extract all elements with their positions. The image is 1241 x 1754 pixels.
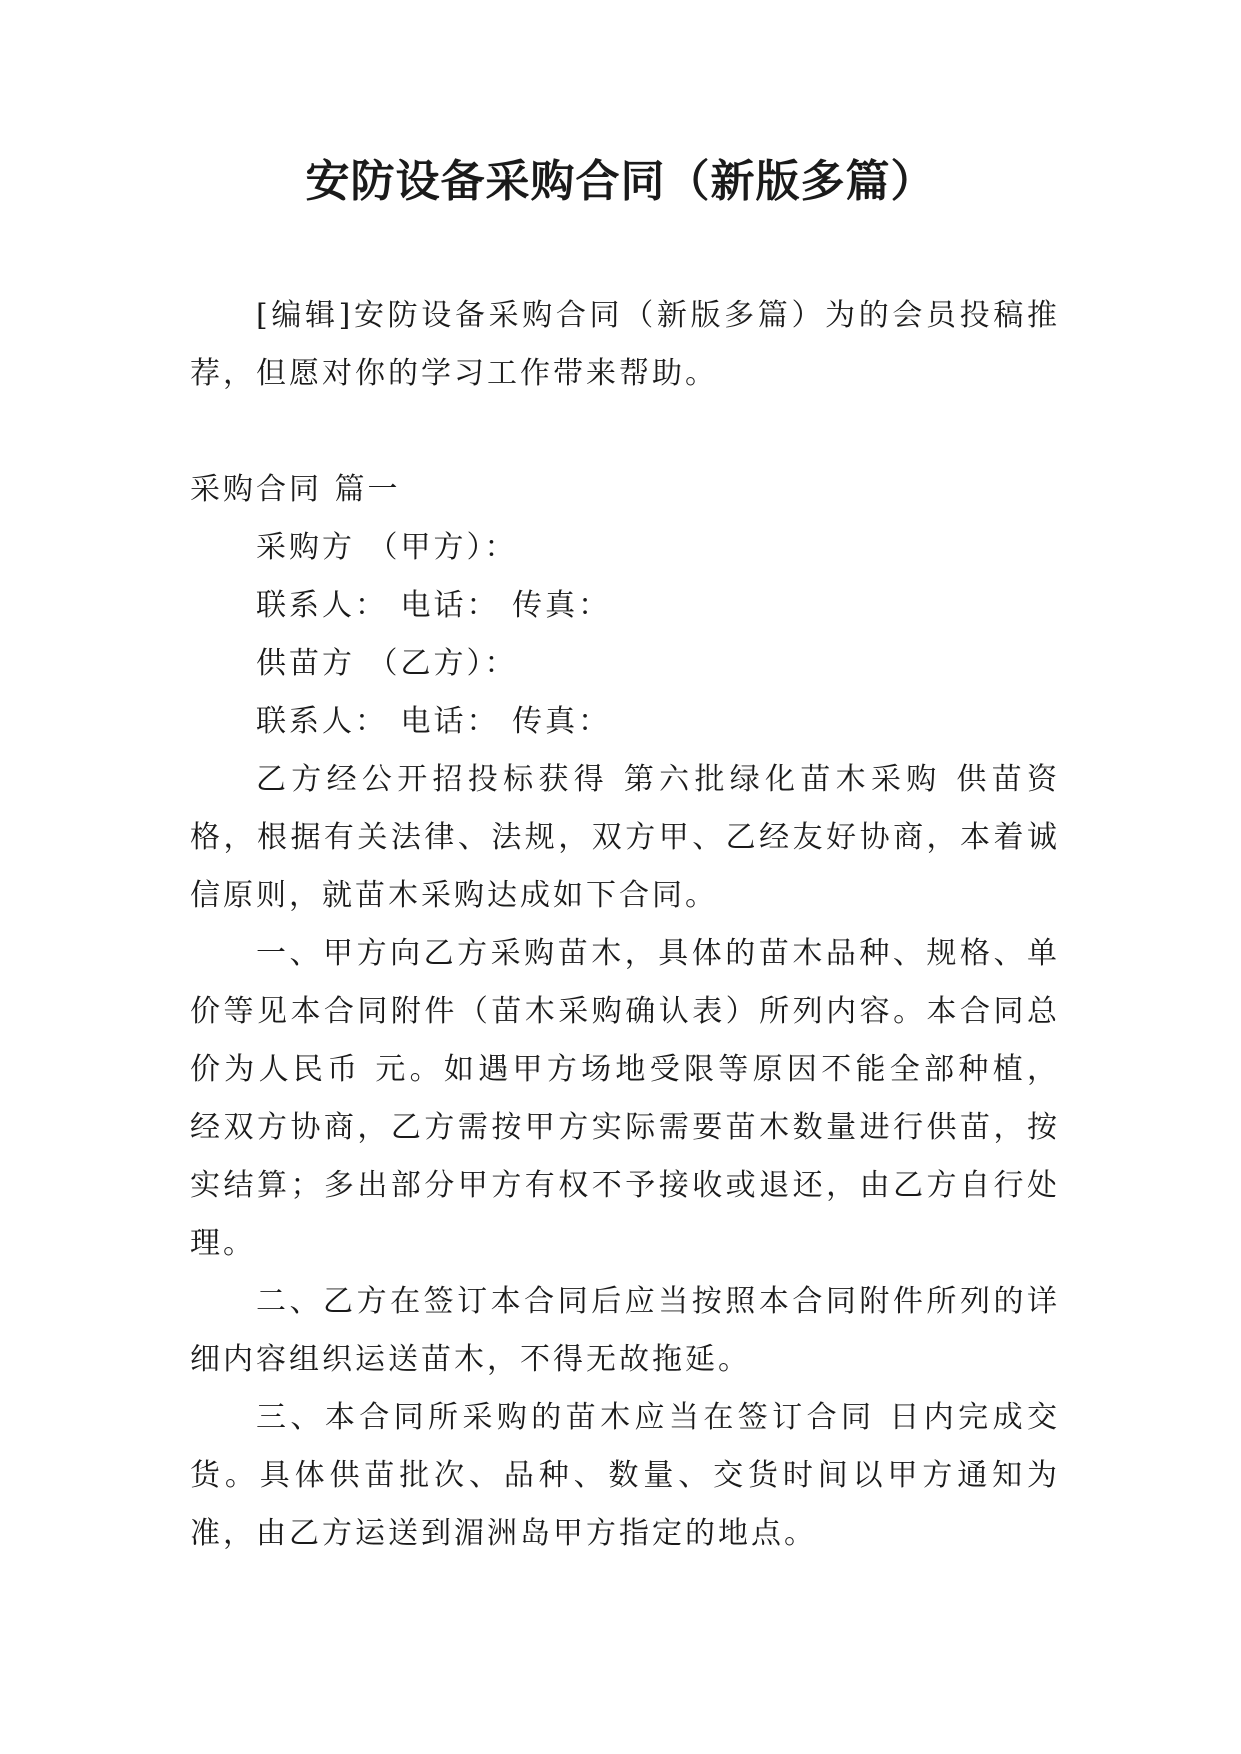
intro-paragraph: [编辑]安防设备采购合同（新版多篇）为的会员投稿推荐，但愿对你的学习工作带来帮助。 <box>190 298 1060 391</box>
section-heading: 采购合同 篇一 <box>190 472 401 507</box>
clause-3-paragraph: 三、本合同所采购的苗木应当在签订合同 日内完成交货。具体供苗批次、品种、数量、交货时间以甲方通知为准，由乙方运送到湄洲岛甲方指定的地点。 <box>190 1400 1060 1551</box>
preamble-paragraph: 乙方经公开招投标获得 第六批绿化苗木采购 供苗资格，根据有关法律、法规，双方甲、乙经友好协商，本着诚信原则，就苗木采购达成如下合同。 <box>190 762 1060 913</box>
party-b-contact-line: 联系人： 电话： 传真： <box>256 704 612 739</box>
party-a-contact-line: 联系人： 电话： 传真： <box>256 588 612 623</box>
clause-2-paragraph: 二、乙方在签订本合同后应当按照本合同附件所列的详细内容组织运送苗木，不得无故拖延。 <box>190 1284 1060 1377</box>
clause-1-paragraph: 一、甲方向乙方采购苗木，具体的苗木品种、规格、单价等见本合同附件（苗木采购确认表）所列内容。本合同总价为人民币 元。如遇甲方场地受限等原因不能全部种植，经双方协商，乙方需按甲方实际需要苗木数量进行供苗，按实结算；多出部分甲方有权不予接收或退还，由乙方自行处理。 <box>190 936 1060 1261</box>
party-b-line: 供苗方 （乙方）： <box>256 646 518 681</box>
document-body <box>190 287 1060 1563</box>
document-title: 安防设备采购合同（新版多篇） <box>305 156 936 207</box>
party-a-line: 采购方 （甲方）： <box>256 530 518 565</box>
